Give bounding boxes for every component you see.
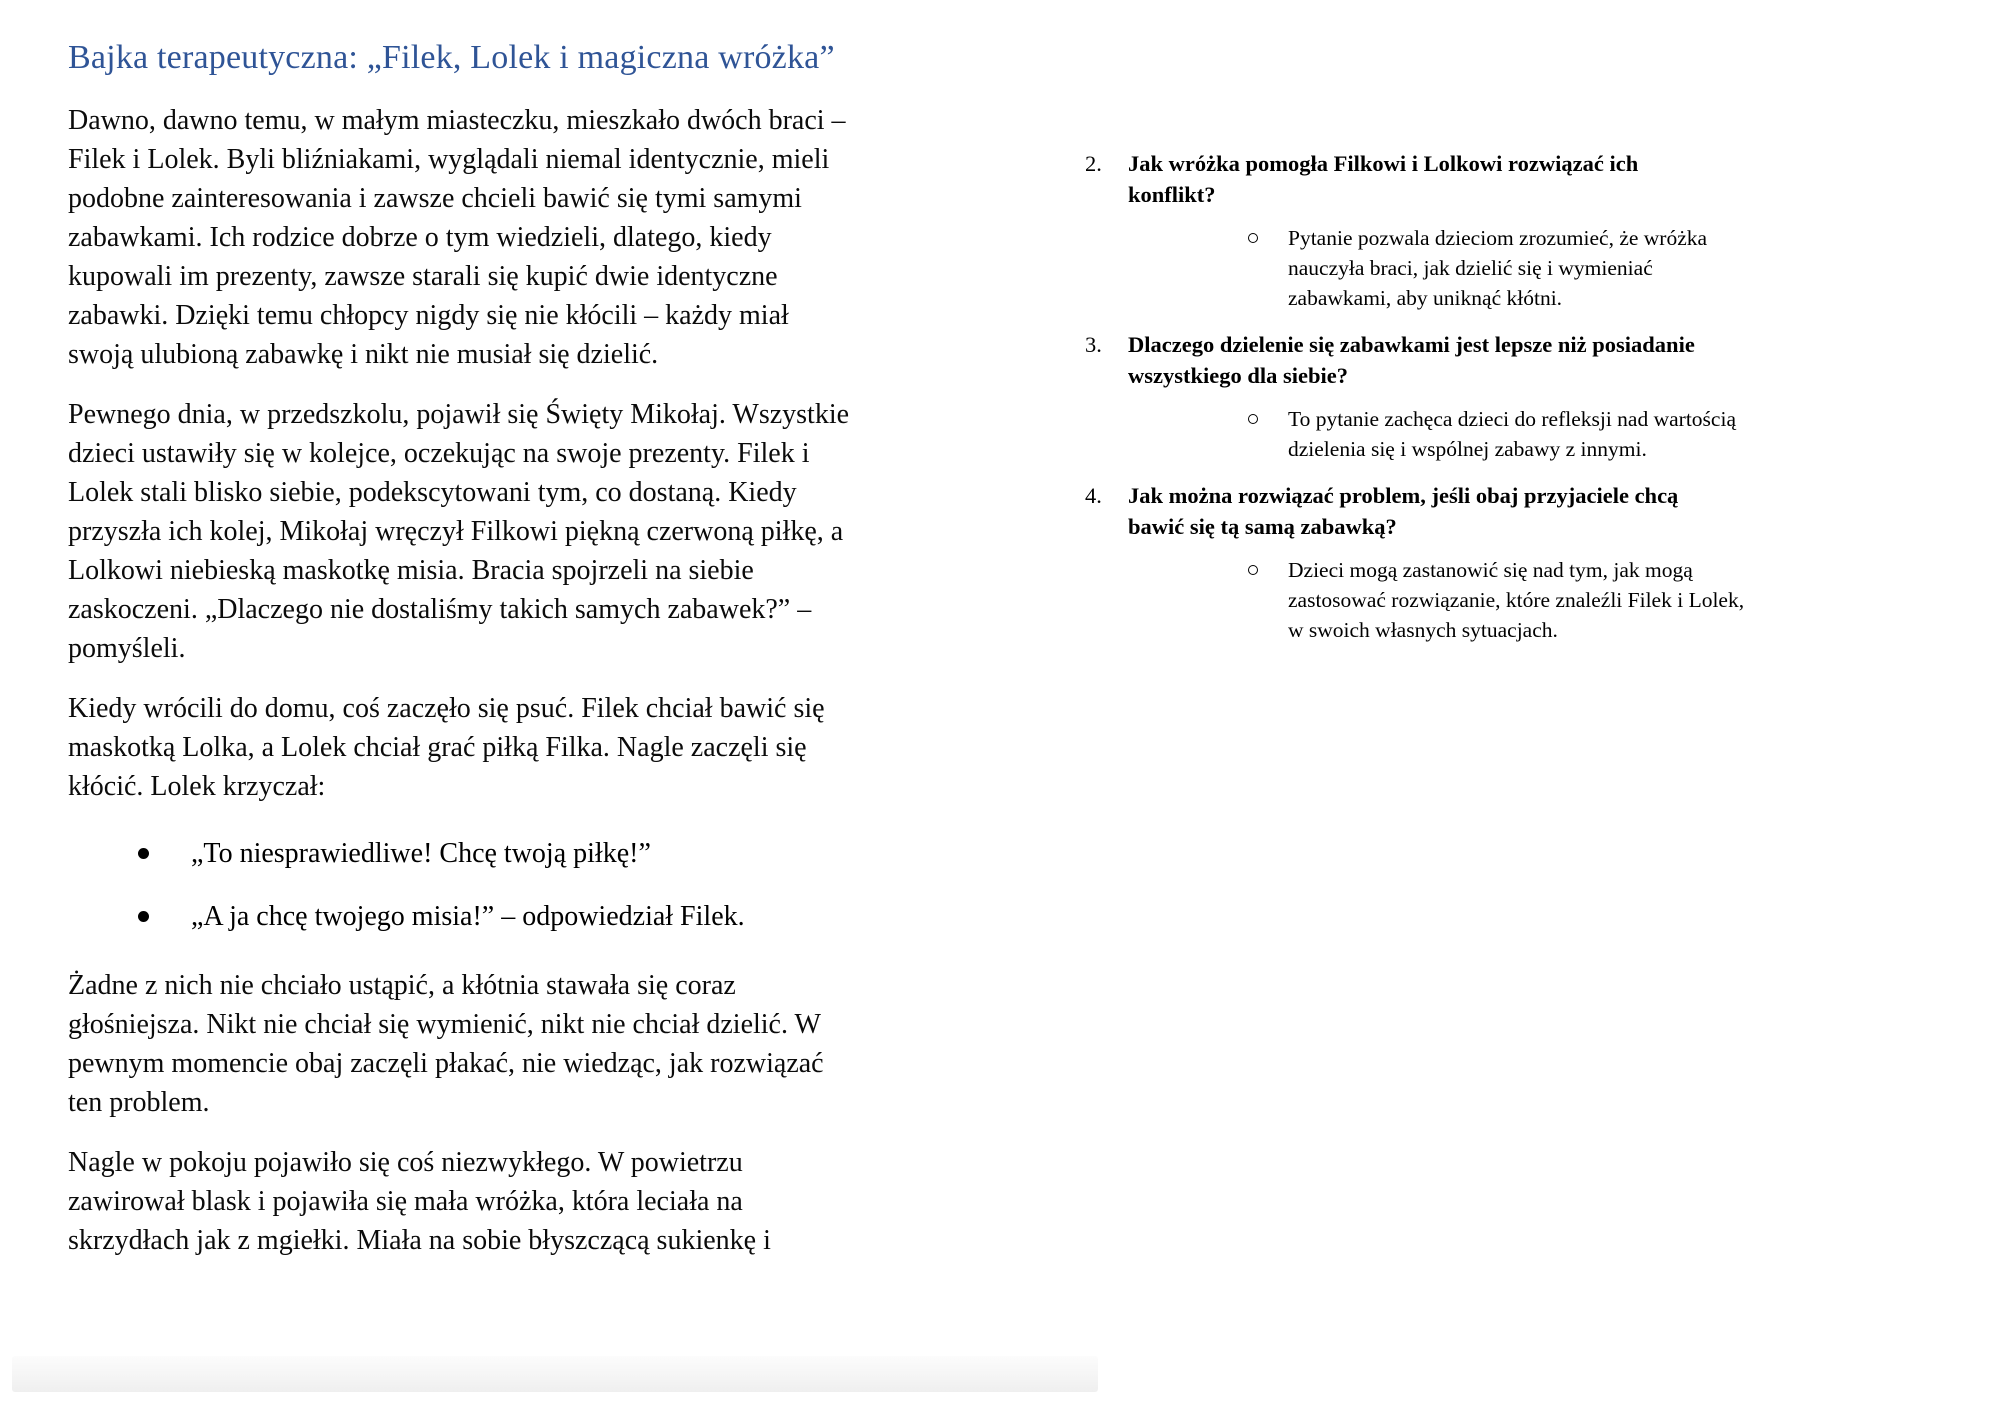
answer-text: Dzieci mogą zastanowić się nad tym, jak mogą zastosować rozwiązanie, które znaleźli Filek i Lolek, w swoich własnych sytuacjach.: [1288, 558, 1745, 642]
story-paragraph: Żadne z nich nie chciało ustąpić, a kłótnia stawała się coraz głośniejsza. Nikt nie chciał się wymienić, nikt nie chciał dzielić. W pewnym momencie obaj zaczęli płakać, nie wiedząc, jak rozwiązać ten problem.: [68, 970, 824, 1118]
next-page-edge: [12, 1356, 1098, 1392]
story-paragraph: Nagle w pokoju pojawiło się coś niezwykłego. W powietrzu zawirował blask i pojawiła się mała wróżka, która leciała na skrzydłach jak z mgiełki. Miała na sobie błyszczącą sukienkę i: [68, 1147, 771, 1256]
question-text: Dlaczego dzielenie się zabawkami jest lepsze niż posiadanie wszystkiego dla siebie?: [1128, 332, 1695, 388]
question-text: Jak wróżka pomogła Filkowi i Lolkowi rozwiązać ich konflikt?: [1128, 151, 1639, 207]
answer-row: [1085, 404, 1765, 464]
list-item: [68, 834, 854, 873]
page-title: Bajka terapeutyczna: „Filek, Lolek i magiczna wróżka”: [68, 39, 835, 76]
question-item: [1085, 480, 1765, 645]
bullet-dot-icon: [138, 848, 149, 859]
question-head: [1085, 148, 1765, 210]
bullet-dot-icon: [138, 911, 149, 922]
question-text: Jak można rozwiązać problem, jeśli obaj przyjaciele chcą bawić się tą samą zabawką?: [1128, 483, 1679, 539]
circle-bullet-icon: [1248, 233, 1258, 243]
quote-text: „To niesprawiedliwe! Chcę twoją piłkę!”: [191, 838, 651, 869]
quote-bullet-list: [68, 834, 854, 936]
story-column: [68, 34, 854, 1281]
answer-text: To pytanie zachęca dzieci do refleksji nad wartością dzielenia się i wspólnej zabawy z innymi.: [1288, 407, 1736, 461]
question-number: 2.: [1085, 151, 1102, 176]
question-item: [1085, 148, 1765, 313]
list-item: [68, 897, 854, 936]
answer-text: Pytanie pozwala dzieciom zrozumieć, że wróżka nauczyła braci, jak dzielić się i wymieniać zabawkami, aby uniknąć kłótni.: [1288, 226, 1708, 310]
answer-row: [1085, 223, 1765, 313]
story-paragraph: Kiedy wrócili do domu, coś zaczęło się psuć. Filek chciał bawić się maskotką Lolka, a Lolek chciał grać piłką Filka. Nagle zaczęli się kłócić. Lolek krzyczał:: [68, 693, 825, 802]
circle-bullet-icon: [1248, 565, 1258, 575]
story-paragraph: Dawno, dawno temu, w małym miasteczku, mieszkało dwóch braci – Filek i Lolek. Byli bliźniakami, wyglądali niemal identycznie, mieli podobne zainteresowania i zawsze chcieli bawić się tymi samymi zabawkami. Ich rodzice dobrze o tym wiedzieli, dlatego, kiedy kupowali im prezenty, zawsze starali się kupić dwie identyczne zabawki. Dzięki temu chłopcy nigdy się nie kłócili – każdy miał swoją ulubioną zabawkę i nikt nie musiał się dzielić.: [68, 105, 846, 370]
story-paragraph: Pewnego dnia, w przedszkolu, pojawił się Święty Mikołaj. Wszystkie dzieci ustawiły się w kolejce, oczekując na swoje prezenty. Filek i Lolek stali blisko siebie, podekscytowani tym, co dostaną. Kiedy przyszła ich kolej, Mikołaj wręczył Filkowi piękną czerwoną piłkę, a Lolkowi niebieską maskotkę misia. Bracia spojrzeli na siebie zaskoczeni. „Dlaczego nie dostaliśmy takich samych zabawek?” – pomyśleli.: [68, 399, 850, 664]
quote-text: „A ja chcę twojego misia!” – odpowiedział Filek.: [191, 901, 745, 932]
question-number: 3.: [1085, 332, 1102, 357]
question-number: 4.: [1085, 483, 1102, 508]
answer-row: [1085, 555, 1765, 645]
question-head: [1085, 329, 1765, 391]
question-item: [1085, 329, 1765, 464]
circle-bullet-icon: [1248, 414, 1258, 424]
question-head: [1085, 480, 1765, 542]
questions-column: [1085, 148, 1765, 661]
